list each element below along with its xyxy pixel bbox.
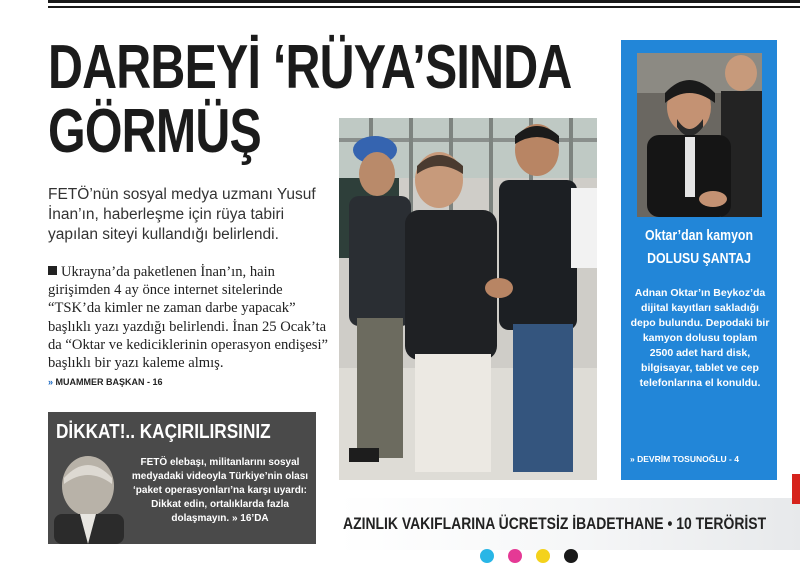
dikkat-title: DİKKAT!.. KAÇIRILIRSINIZ [56,421,271,443]
sidebar-title-line-1: Oktar’dan kamyon [644,228,754,244]
body-text: Ukrayna’da paketlenen İnan’ın, hain girişimden 4 ay önce internet sitelerinde “TSK’da kimler ne zaman darbe yapacak” başlıklı yazı yazdığı belirlendi. İnan 25 Ocak’ta da “Oktar ve kediciklerinin operasyon endişesi” başlıklı bir yazı kaleme almış. [48,264,329,372]
main-news-photo [339,118,597,480]
byline [48,377,163,387]
registration-dot-black [564,549,578,563]
body-paragraph [48,263,330,391]
sidebar-byline: » DEVRİM TOSUNOĞLU - 4 [630,454,739,464]
headline-line-2: GÖRMÜŞ [48,97,261,166]
top-rule [48,0,800,3]
sidebar-photo [637,53,762,217]
bullet-square-icon [48,266,57,275]
registration-dot-cyan [480,549,494,563]
sidebar-title-line-2: DOLUSU ŞANTAJ [647,251,751,267]
byline-text: MUAMMER BAŞKAN - 16 [55,377,163,388]
top-rule-thin [48,6,800,8]
dikkat-text [128,456,312,526]
headline-line-1: DARBEYİ ‘RÜYA’SINDA [48,33,572,102]
lead-paragraph: FETÖ’nün sosyal medya uzmanı Yusuf İnan’ın, haberleşme için rüya tabiri yapılan siteyi kullandığı belirlendi. [48,186,316,243]
red-edge-marker [792,474,800,504]
arrow-icon: » [48,377,54,388]
registration-dot-yellow [536,549,550,563]
sidebar-title [621,227,777,269]
dikkat-body: FETÖ elebaşı, militanlarını sosyal medyadaki videoyla Türkiye’nin olası ‘paket operasyonları’na karşı uyardı: Dikkat edin, ortalıklarda fazla dolaşmayın. [131,457,309,524]
registration-dot-magenta [508,549,522,563]
dikkat-page-ref: » 16’DA [231,513,269,524]
sidebar-body: Adnan Oktar’ın Beykoz’da dijital kayıtları sakladığı depo bulundu. Depodaki bir kamyon dolusu toplam 2500 adet hard disk, bilgisayar, tablet ve cep telefonlarına el konuldu. [630,287,770,389]
bottom-headline: AZINLIK VAKIFLARINA ÜCRETSİZ İBADETHANE • 10 TERÖRİST [343,514,767,533]
